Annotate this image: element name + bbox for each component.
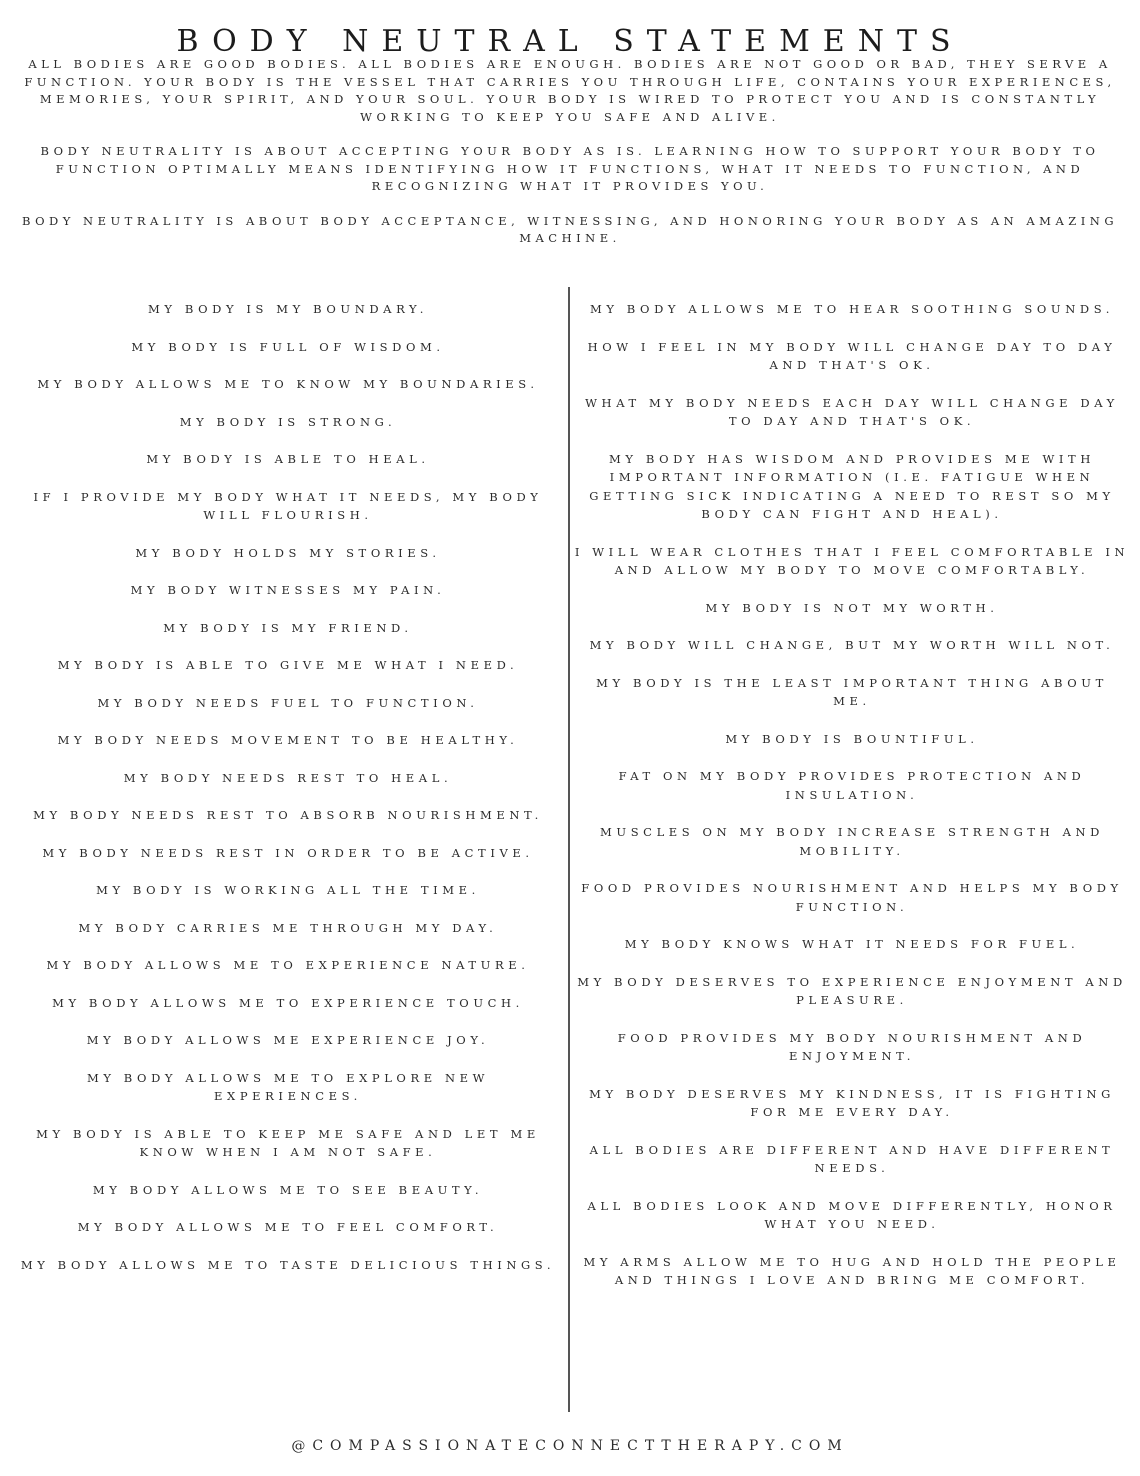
statement-item: MY BODY NEEDS FUEL TO FUNCTION. bbox=[97, 695, 479, 710]
statement-item: MY BODY DESERVES TO EXPERIENCE ENJOYMENT AND PLEASURE. bbox=[577, 974, 1127, 1007]
statement-item: MY BODY ALLOWS ME TO HEAR SOOTHING SOUNDS. bbox=[589, 302, 1115, 316]
statement-item: MY BODY IS STRONG. bbox=[179, 414, 397, 429]
statement-item: MY BODY IS NOT MY WORTH. bbox=[705, 600, 999, 615]
statement-item: MY BODY WITNESSES MY PAIN. bbox=[130, 583, 446, 597]
statement-item: MY BODY IS ABLE TO HEAL. bbox=[146, 452, 430, 466]
intro-paragraph: BODY NEUTRALITY IS ABOUT BODY ACCEPTANCE, WITNESSING, AND HONORING YOUR BODY AS AN AMAZING MACHINE. bbox=[21, 213, 1119, 245]
statement-item: MUSCLES ON MY BODY INCREASE STRENGTH AND MOBILITY. bbox=[600, 825, 1104, 858]
statement-item: MY BODY IS ABLE TO GIVE ME WHAT I NEED. bbox=[57, 658, 519, 672]
statement-item: MY BODY ALLOWS ME TO TASTE DELICIOUS THINGS. bbox=[20, 1257, 556, 1272]
statement-item: MY BODY DESERVES MY KINDNESS, IT IS FIGHTING FOR ME EVERY DAY. bbox=[589, 1086, 1115, 1119]
statement-item: MY BODY IS THE LEAST IMPORTANT THING ABOUT ME. bbox=[596, 675, 1108, 708]
statement-item: MY BODY NEEDS REST TO HEAL. bbox=[123, 770, 453, 785]
statement-item: ALL BODIES ARE DIFFERENT AND HAVE DIFFERENT NEEDS. bbox=[589, 1142, 1115, 1175]
statement-item: MY ARMS ALLOW ME TO HUG AND HOLD THE PEOPLE AND THINGS I LOVE AND BRING ME COMFORT. bbox=[583, 1254, 1121, 1287]
statement-item: MY BODY IS MY BOUNDARY. bbox=[148, 302, 428, 316]
statement-item: MY BODY ALLOWS ME TO KNOW MY BOUNDARIES. bbox=[37, 377, 539, 391]
column-divider bbox=[568, 287, 570, 1412]
statement-item: MY BODY IS MY FRIEND. bbox=[163, 620, 413, 635]
statement-item: FOOD PROVIDES MY BODY NOURISHMENT AND ENJOYMENT. bbox=[617, 1030, 1087, 1063]
intro-paragraph: ALL BODIES ARE GOOD BODIES. ALL BODIES ARE ENOUGH. BODIES ARE NOT GOOD OR BAD, THEY SERVE A FUNCTION. YOUR BODY IS THE VESSEL THAT CARRIES YOU THROUGH LIFE, CONTAINS YOUR EXPERIENCES, MEMORIES, YOUR SPIRIT, AND YOUR SOUL. YOUR BODY IS WIRED TO PROTECT YOU AND IS CONSTANTLY WORKING TO KEEP YOU SAFE AND ALIVE. bbox=[24, 57, 1116, 124]
statement-item: WHAT MY BODY NEEDS EACH DAY WILL CHANGE DAY TO DAY AND THAT'S OK. bbox=[585, 395, 1119, 428]
page-title: BODY NEUTRAL STATEMENTS bbox=[176, 24, 964, 60]
intro-paragraph: BODY NEUTRALITY IS ABOUT ACCEPTING YOUR BODY AS IS. LEARNING HOW TO SUPPORT YOUR BODY TO FUNCTION OPTIMALLY MEANS IDENTIFYING HOW IT FUNCTIONS, WHAT IT NEEDS TO FUNCTION, AND RECOGNIZING WHAT IT PROVIDES YOU. bbox=[40, 144, 1100, 193]
statement-item: MY BODY IS WORKING ALL THE TIME. bbox=[96, 883, 480, 897]
statement-item: MY BODY ALLOWS ME TO EXPERIENCE TOUCH. bbox=[52, 995, 524, 1010]
statement-item: HOW I FEEL IN MY BODY WILL CHANGE DAY TO DAY AND THAT'S OK. bbox=[587, 339, 1117, 372]
statement-item: FOOD PROVIDES NOURISHMENT AND HELPS MY BODY FUNCTION. bbox=[581, 881, 1123, 914]
statement-item: MY BODY ALLOWS ME TO EXPLORE NEW EXPERIENCES. bbox=[86, 1070, 490, 1103]
statement-item: MY BODY CARRIES ME THROUGH MY DAY. bbox=[78, 920, 498, 935]
statement-item: MY BODY NEEDS REST IN ORDER TO BE ACTIVE. bbox=[42, 845, 534, 860]
statement-item: MY BODY IS BOUNTIFUL. bbox=[725, 731, 979, 746]
statement-item: IF I PROVIDE MY BODY WHAT IT NEEDS, MY BODY WILL FLOURISH. bbox=[33, 489, 543, 522]
intro-section bbox=[4, 56, 1136, 265]
statement-item: MY BODY HAS WISDOM AND PROVIDES ME WITH IMPORTANT INFORMATION (I.E. FATIGUE WHEN GETTING SICK INDICATING A NEED TO REST SO MY BODY CAN FIGHT AND HEAL). bbox=[589, 451, 1115, 521]
statement-item: MY BODY IS ABLE TO KEEP ME SAFE AND LET ME KNOW WHEN I AM NOT SAFE. bbox=[36, 1126, 540, 1159]
statement-item: MY BODY HOLDS MY STORIES. bbox=[135, 545, 441, 560]
statement-item: I WILL WEAR CLOTHES THAT I FEEL COMFORTABLE IN AND ALLOW MY BODY TO MOVE COMFORTABLY. bbox=[574, 544, 1130, 577]
statement-item: MY BODY ALLOWS ME TO SEE BEAUTY. bbox=[92, 1182, 484, 1197]
right-statements-column bbox=[574, 300, 1130, 1309]
statement-item: MY BODY ALLOWS ME EXPERIENCE JOY. bbox=[86, 1033, 490, 1047]
statement-item: FAT ON MY BODY PROVIDES PROTECTION AND INSULATION. bbox=[618, 769, 1086, 802]
statement-item: MY BODY ALLOWS ME TO FEEL COMFORT. bbox=[77, 1220, 499, 1234]
footer-handle: @COMPASSIONATECONNECTTHERAPY.COM bbox=[291, 1438, 849, 1454]
statement-item: MY BODY NEEDS REST TO ABSORB NOURISHMENT. bbox=[33, 808, 543, 822]
left-statements-column bbox=[18, 300, 558, 1293]
statement-item: MY BODY IS FULL OF WISDOM. bbox=[131, 339, 445, 354]
statement-item: MY BODY KNOWS WHAT IT NEEDS FOR FUEL. bbox=[624, 937, 1080, 951]
statement-item: MY BODY WILL CHANGE, BUT MY WORTH WILL NOT. bbox=[589, 638, 1115, 652]
statement-item: MY BODY NEEDS MOVEMENT TO BE HEALTHY. bbox=[57, 733, 519, 747]
statement-item: ALL BODIES LOOK AND MOVE DIFFERENTLY, HONOR WHAT YOU NEED. bbox=[587, 1198, 1117, 1231]
statement-item: MY BODY ALLOWS ME TO EXPERIENCE NATURE. bbox=[46, 958, 530, 972]
